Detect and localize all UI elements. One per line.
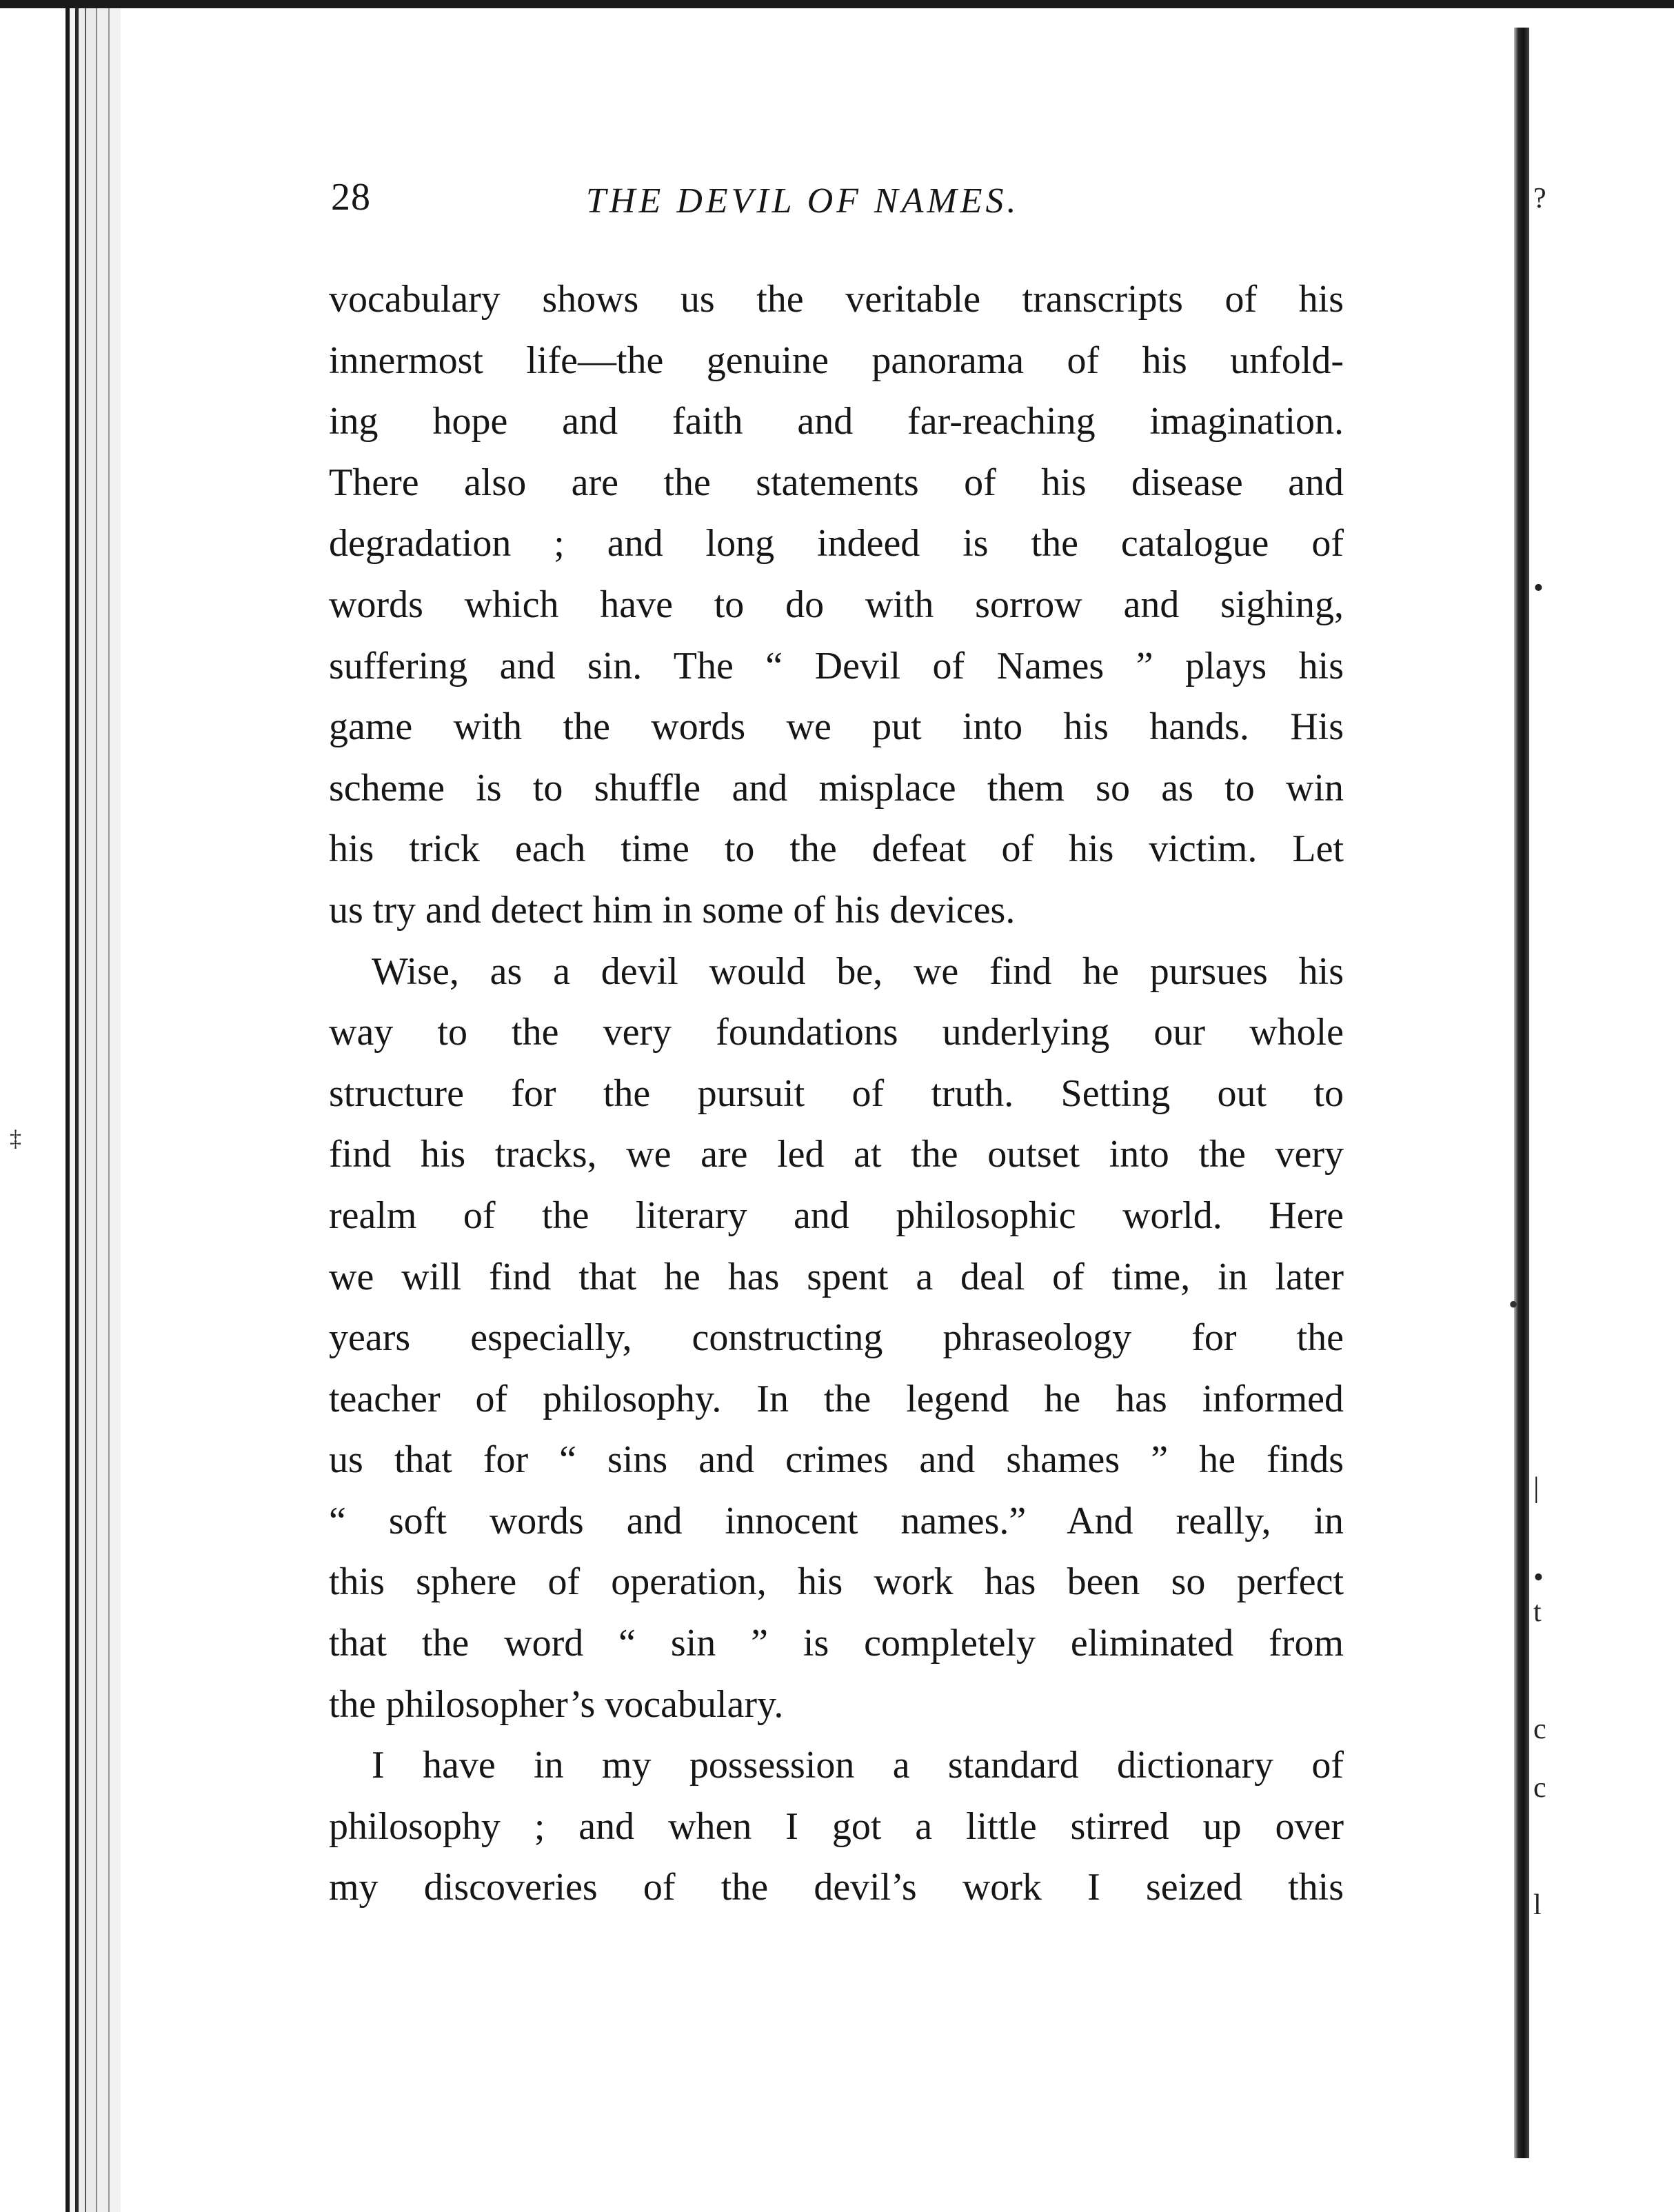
next-page-glyph: c [1533, 1772, 1546, 1804]
text-line: structure for the pursuit of truth. Setting out to [329, 1072, 1344, 1115]
next-page-glyph: l [1533, 1889, 1542, 1921]
next-page-glyph: t [1533, 1596, 1542, 1628]
page-number: 28 [331, 176, 371, 219]
text-line: There also are the statements of his disease and [329, 461, 1344, 504]
next-page-glyph: • [1533, 572, 1544, 604]
text-line: degradation ; and long indeed is the catalogue of [329, 522, 1344, 565]
text-line: innermost life—the genuine panorama of his unfold- [329, 339, 1344, 382]
text-line: “ soft words and innocent names.” And really, in [329, 1499, 1344, 1542]
text-line: suffering and sin. The “ Devil of Names ” plays his [329, 644, 1344, 687]
text-line: realm of the literary and philosophic world. Here [329, 1194, 1344, 1237]
scan-margin-left [0, 0, 65, 2212]
text-line: Wise, as a devil would be, we find he pursues his [372, 949, 1344, 993]
next-page-glyph: c [1533, 1713, 1546, 1745]
text-line: way to the very foundations underlying our whole [329, 1011, 1344, 1054]
next-page-edge [1532, 8, 1674, 2212]
text-line: that the word “ sin ” is completely eliminated from [329, 1622, 1344, 1665]
book-binding-edge [65, 8, 121, 2212]
text-line: we will find that he has spent a deal of time, in later [329, 1255, 1344, 1298]
text-line: ing hope and faith and far-reaching imagination. [329, 400, 1344, 443]
text-line: words which have to do with sorrow and sighing, [329, 583, 1344, 626]
body-text [329, 269, 1344, 1918]
page-gutter-shadow [1514, 28, 1529, 2158]
running-head-title: THE DEVIL OF NAMES. [586, 181, 1020, 221]
text-line: teacher of philosophy. In the legend he has informed [329, 1377, 1344, 1420]
text-line: I have in my possession a standard dictionary of [372, 1744, 1344, 1787]
scan-top-edge [0, 0, 1674, 8]
text-line: my discoveries of the devil’s work I seized this [329, 1866, 1344, 1909]
text-line: the philosopher’s vocabulary. [329, 1682, 784, 1726]
text-line: us that for “ sins and crimes and shames ” he finds [329, 1438, 1344, 1482]
ink-speck: ‡ [10, 1126, 21, 1152]
text-line: his trick each time to the defeat of his victim. Let [329, 827, 1344, 871]
next-page-glyph: | [1533, 1472, 1540, 1504]
text-line: years especially, constructing phraseology for the [329, 1316, 1344, 1360]
text-line: game with the words we put into his hands. His [329, 705, 1344, 749]
next-page-glyph: ? [1533, 183, 1546, 214]
text-line: us try and detect him in some of his devices. [329, 888, 1016, 932]
text-line: find his tracks, we are led at the outset into the very [329, 1133, 1344, 1176]
next-page-glyph: • [1533, 1562, 1544, 1593]
text-line: philosophy ; and when I got a little stirred up over [329, 1804, 1344, 1848]
ink-speck: • [1509, 1289, 1519, 1320]
text-line: this sphere of operation, his work has been so perfect [329, 1560, 1344, 1604]
text-line: vocabulary shows us the veritable transcripts of his [329, 278, 1344, 321]
text-line: scheme is to shuffle and misplace them so as to win [329, 766, 1344, 810]
